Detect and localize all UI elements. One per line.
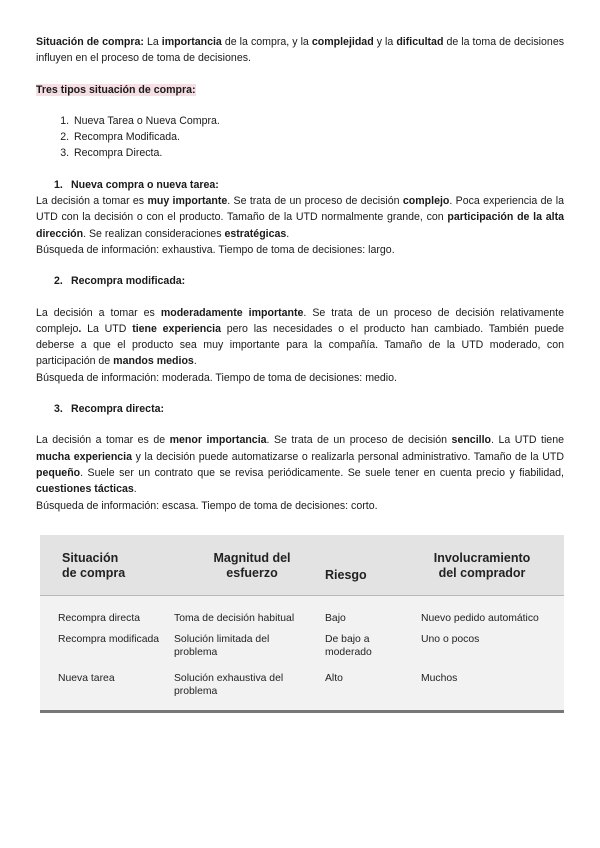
section-2-heading: 2. Recompra modificada:	[54, 275, 186, 288]
document-body	[36, 34, 564, 514]
section-1-search: Búsqueda de información: exhaustiva. Tiempo de toma de decisiones: largo.	[36, 243, 395, 256]
section-2-search: Búsqueda de información: moderada. Tiempo de toma de decisiones: medio.	[36, 371, 397, 384]
table-row: Recompra modificada	[58, 634, 160, 645]
section-2-paragraph: La decisión a tomar es moderadamente importante. Se trata de un proceso de decisión relativamente complejo. La UTD tiene experiencia pero las necesidades o el producto han cambiado. También puede deberse a que el producto sea muy importante para la compañía. Tamaño de la UTD moderado, con participación de mandos medios.	[36, 306, 564, 368]
intro-label: Situación de compra:	[36, 36, 144, 48]
types-heading-line	[36, 82, 564, 98]
section-1-heading: 1. Nueva compra o nueva tarea:	[54, 178, 219, 191]
header-situacion: Situación de compra	[62, 551, 126, 580]
table-row: Recompra directa	[58, 613, 141, 624]
list-item: 3. Recompra Directa.	[72, 145, 564, 161]
table-row: Nueva tarea	[58, 673, 115, 684]
section-3-heading: 3. Recompra directa:	[54, 403, 165, 416]
list-item: 2. Recompra Modificada.	[72, 129, 564, 145]
table-header	[40, 535, 564, 596]
buying-situation-table: Situación de compra Magnitud del esfuerzo Riesgo Involucramiento del comprador Recompra directa Toma de decisión habitual Bajo Nuevo pedido automático Recompra modificada Solución limitada del problema De bajo a moderado Uno o pocos Nueva tarea Solución exhaustiva del problema Alto Muchos	[40, 535, 564, 713]
header-riesgo: Riesgo	[325, 568, 367, 582]
list-item: 1. Nueva Tarea o Nueva Compra.	[72, 113, 564, 129]
header-involucramiento: Involucramiento del comprador	[433, 551, 531, 580]
header-magnitud: Magnitud del esfuerzo	[213, 551, 291, 580]
intro-paragraph: Situación de compra: La importancia de la compra, y la complejidad y la dificultad de la toma de decisiones influyen en el proceso de toma de decisiones.	[36, 36, 565, 65]
types-list	[36, 113, 564, 162]
section-3-paragraph: La decisión a tomar es de menor importancia. Se trata de un proceso de decisión sencillo. La UTD tiene mucha experiencia y la decisión puede automatizarse o realizarla personal administrativo. Tamaño de la UTD pequeño. Suele ser un contrato que se revisa periódicamente. Se suele tener en cuenta precio y fiabilidad, cuestiones tácticas.	[36, 434, 564, 496]
table-bottom-rule	[40, 710, 564, 713]
section-1-paragraph: La decisión a tomar es muy importante. Se trata de un proceso de decisión complejo. Poca experiencia de la UTD con la decisión o con el producto. Tamaño de la UTD normalmente grande, con participación de la alta dirección. Se realizan consideraciones estratégicas.	[36, 195, 564, 240]
section-3-search: Búsqueda de información: escasa. Tiempo de toma de decisiones: corto.	[36, 499, 378, 512]
types-heading: Tres tipos situación de compra:	[36, 83, 196, 96]
